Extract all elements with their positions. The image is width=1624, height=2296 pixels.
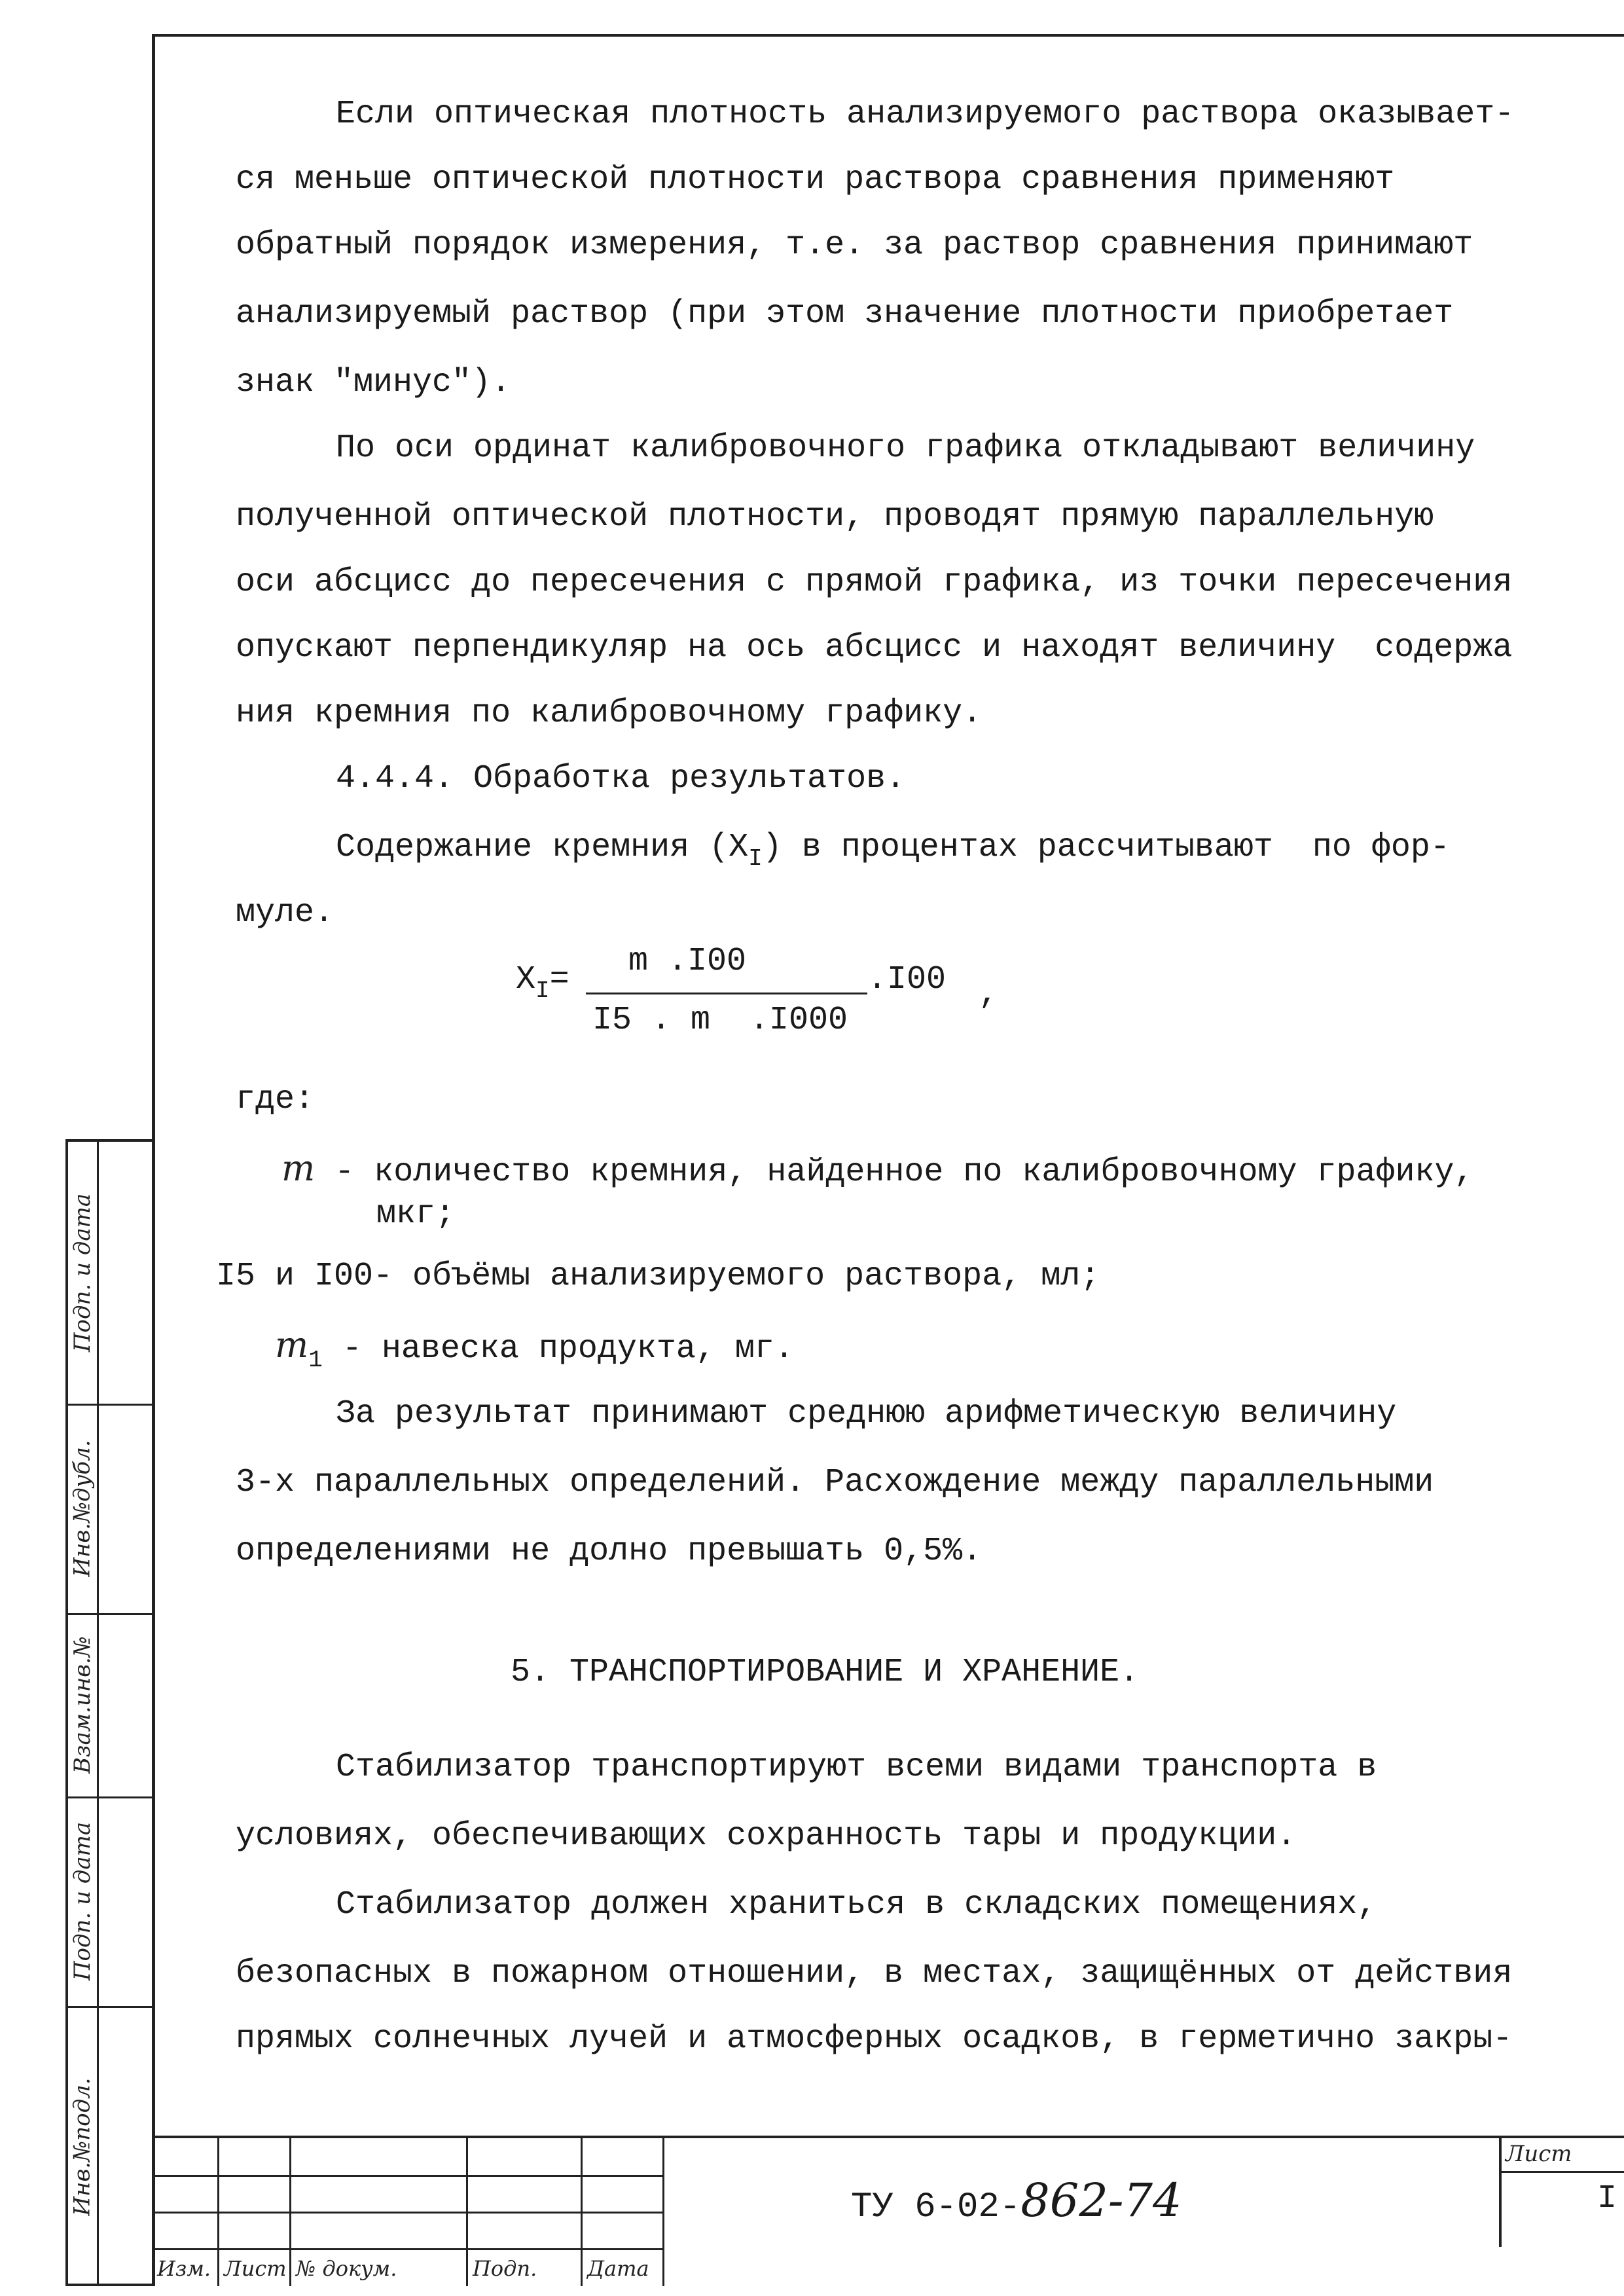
handwritten-symbol: m bbox=[281, 1148, 316, 1189]
sheet-box-hline bbox=[1499, 2171, 1624, 2173]
definition-line: I5 и I00- объёмы анализируемого раствора, мл; bbox=[216, 1258, 1100, 1295]
subscript: I bbox=[748, 845, 763, 872]
handwritten-symbol: m bbox=[275, 1324, 309, 1366]
section-heading: 4.4.4. Обработка результатов. bbox=[336, 760, 906, 797]
title-block-hline bbox=[152, 2248, 662, 2250]
fraction-bar bbox=[586, 993, 867, 994]
text-line: безопасных в пожарном отношении, в местах, защищённых от действия bbox=[236, 1955, 1513, 1992]
subscript: I bbox=[535, 977, 550, 1004]
formula-factor: .I00 bbox=[867, 961, 947, 998]
text-fragment: Содержание кремния (X bbox=[336, 829, 749, 866]
title-block-hline bbox=[152, 2175, 662, 2177]
text-line: муле. bbox=[236, 894, 334, 932]
section-heading: 5. ТРАНСПОРТИРОВАНИЕ И ХРАНЕНИЕ. bbox=[511, 1654, 1140, 1691]
page-frame-left bbox=[152, 34, 155, 2286]
formula-equals: = bbox=[549, 961, 569, 998]
text-fragment: ) в процентах рассчитывают по фор- bbox=[762, 829, 1450, 866]
title-block-hline bbox=[152, 2212, 662, 2214]
title-block-vline bbox=[662, 2138, 664, 2286]
text-line: Стабилизатор должен храниться в складских помещениях, bbox=[336, 1886, 1377, 1923]
text-line: мкг; bbox=[376, 1195, 456, 1233]
label-list: Лист bbox=[224, 2256, 287, 2281]
sheet-number: I bbox=[1597, 2180, 1617, 2217]
label-data: Дата bbox=[587, 2256, 649, 2281]
text-line: Стабилизатор транспортируют всеми видами транспорта в bbox=[336, 1749, 1377, 1786]
side-label-inv-podl: Инв.№подл. bbox=[69, 2077, 96, 2216]
formula-numerator: m .I00 bbox=[628, 943, 747, 980]
text-line: прямых солнечных лучей и атмосферных осадков, в герметично закры- bbox=[236, 2020, 1513, 2058]
text-line: обратный порядок измерения, т.е. за раствор сравнения принимают bbox=[236, 227, 1473, 264]
formula-comma: , bbox=[979, 975, 999, 1013]
text-line: оси абсцисс до пересечения с прямой графика, из точки пересечения bbox=[236, 564, 1513, 601]
side-label-vzam-inv: Взам.инв.№ bbox=[69, 1636, 96, 1774]
formula-symbol: X bbox=[516, 961, 536, 998]
side-label-inv-dubl: Инв.№дубл. bbox=[69, 1440, 96, 1577]
document-code-handwritten: 862-74 bbox=[1020, 2174, 1182, 2227]
text-line: где: bbox=[236, 1081, 315, 1118]
text-line: определениями не долно превышать 0,5%. bbox=[236, 1533, 983, 1570]
label-doc: № докум. bbox=[296, 2256, 397, 2281]
text-line: знак "минус"). bbox=[236, 364, 511, 401]
definition-line bbox=[281, 1149, 1474, 1192]
label-izm: Изм. bbox=[157, 2256, 211, 2281]
subscript: 1 bbox=[308, 1347, 323, 1374]
side-label-podp-data: Подп. и дата bbox=[69, 1193, 96, 1353]
definition-text: - количество кремния, найденное по калибровочному графику, bbox=[315, 1154, 1474, 1191]
text-line: анализируемый раствор (при этом значение плотности приобретает bbox=[236, 295, 1454, 333]
text-line bbox=[336, 828, 1450, 872]
label-podp: Подп. bbox=[473, 2256, 537, 2281]
document-code bbox=[851, 2174, 1182, 2227]
text-line: ся меньше оптической плотности раствора сравнения применяют bbox=[236, 161, 1395, 198]
text-line: Если оптическая плотность анализируемого раствора оказывает- bbox=[336, 96, 1515, 133]
text-line: За результат принимают среднюю арифметическую величину bbox=[336, 1395, 1397, 1432]
denominator-text: I5 . m .I000 bbox=[592, 1002, 848, 1039]
formula-lhs bbox=[516, 961, 569, 1004]
definition-text: - навеска продукта, мг. bbox=[322, 1330, 794, 1368]
definition-line bbox=[275, 1324, 794, 1374]
text-line: опускают перпендикуляр на ось абсцисс и находят величину содержа bbox=[236, 629, 1513, 666]
sheet-box-divider bbox=[1499, 2136, 1502, 2247]
text-line: 3-х параллельных определений. Расхождение между параллельными bbox=[236, 1464, 1434, 1501]
sheet-label: Лист bbox=[1506, 2141, 1572, 2167]
page-frame-top bbox=[152, 34, 1624, 37]
text-line: условиях, обеспечивающих сохранность тары и продукции. bbox=[236, 1817, 1297, 1855]
formula-denominator bbox=[592, 1002, 848, 1039]
side-label-podp-i-data: Подп. и дата bbox=[69, 1821, 96, 1981]
text-line: ния кремния по калибровочному графику. bbox=[236, 695, 983, 732]
text-line: полученной оптической плотности, проводят прямую параллельную bbox=[236, 498, 1434, 536]
text-line: По оси ординат калибровочного графика откладывают величину bbox=[336, 429, 1475, 467]
document-code-prefix: ТУ 6-02- bbox=[851, 2187, 1021, 2227]
side-stamp bbox=[65, 1139, 152, 2286]
